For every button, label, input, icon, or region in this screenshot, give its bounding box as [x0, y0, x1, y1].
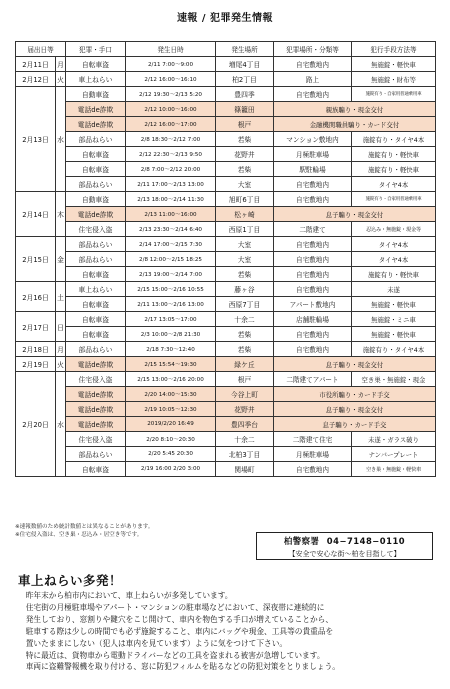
occurrence-datetime: 2/17 13:05〜17:00: [126, 312, 216, 327]
crime-place-class: 自宅敷地内: [274, 87, 352, 102]
table-row: [16, 162, 436, 177]
crime-method: 施錠有り・軽快車: [352, 147, 436, 162]
header-place-class: 犯罪場所・分類等: [274, 42, 352, 57]
crime-method: タイヤ4本: [352, 252, 436, 267]
table-row: [16, 432, 436, 447]
crime-type: 電話de詐欺: [66, 387, 126, 402]
occurrence-datetime: 2/20 14:00〜15:30: [126, 387, 216, 402]
crime-method: タイヤ4本: [352, 237, 436, 252]
occurrence-datetime: 2/18 7:30〜12:40: [126, 342, 216, 357]
crime-method: 息子騙り・現金交付: [274, 357, 436, 372]
crime-type: 部品ねらい: [66, 177, 126, 192]
crime-method: 空き巣・無施錠・軽快車: [352, 462, 436, 477]
occurrence-datetime: 2/20 8:10〜20:30: [126, 432, 216, 447]
occurrence-location: 大室: [216, 252, 274, 267]
report-date: 2月19日: [16, 357, 56, 372]
crime-type: 電話de詐欺: [66, 417, 126, 432]
bulletin-paragraph: 駐車する際は少しの時間でも必ず施錠すること、車内にバッグや現金、工具等の貴重品を: [25, 626, 334, 636]
crime-type: 車上ねらい: [66, 282, 126, 297]
occurrence-datetime: 2/11 13:00〜2/16 13:00: [126, 297, 216, 312]
header-datetime: 発生日時: [126, 42, 216, 57]
crime-method: ナンバープレート: [352, 447, 436, 462]
crime-type: 部品ねらい: [66, 342, 126, 357]
crime-place-class: アパート敷地内: [274, 297, 352, 312]
crime-type: 住宅侵入盗: [66, 222, 126, 237]
header-crime-type: 犯罪・手口: [66, 42, 126, 57]
occurrence-datetime: 2/15 15:00〜2/16 10:55: [126, 282, 216, 297]
report-date: 2月13日: [16, 87, 56, 192]
crime-place-class: 自宅敷地内: [274, 327, 352, 342]
occurrence-datetime: 2/13 19:00〜2/14 7:00: [126, 267, 216, 282]
occurrence-location: 大室: [216, 237, 274, 252]
report-date: 2月17日: [16, 312, 56, 342]
table-row: [16, 282, 436, 297]
occurrence-location: 大室: [216, 177, 274, 192]
table-row: [16, 132, 436, 147]
report-date: 2月20日: [16, 372, 56, 477]
occurrence-datetime: 2/12 16:00〜17:00: [126, 117, 216, 132]
report-weekday: 水: [56, 372, 66, 477]
crime-type: 自転車盗: [66, 147, 126, 162]
occurrence-location: 十余二: [216, 312, 274, 327]
header-location: 発生場所: [216, 42, 274, 57]
occurrence-datetime: 2/15 13:00〜2/16 20:00: [126, 372, 216, 387]
occurrence-location: 若柴: [216, 162, 274, 177]
occurrence-datetime: 2/19 10:05〜12:30: [126, 402, 216, 417]
crime-place-class: 自宅敷地内: [274, 237, 352, 252]
crime-place-class: 路上: [274, 72, 352, 87]
crime-type: 部品ねらい: [66, 447, 126, 462]
crime-place-class: 自宅敷地内: [274, 192, 352, 207]
crime-place-class: マンション敷地内: [274, 132, 352, 147]
table-row: [16, 117, 436, 132]
crime-method: 無施錠・軽快車: [352, 57, 436, 72]
crime-method: 無施錠・軽快車: [352, 297, 436, 312]
occurrence-datetime: 2/13 18:00〜2/14 11:30: [126, 192, 216, 207]
occurrence-location: 松ヶ崎: [216, 207, 274, 222]
table-row: [16, 327, 436, 342]
occurrence-location: 根戸: [216, 372, 274, 387]
bulletin-body: [18, 590, 436, 673]
crime-method: 施錠有り・自家用普通乗用車: [352, 192, 436, 207]
table-row: [16, 342, 436, 357]
table-row: [16, 87, 436, 102]
report-weekday: 月: [56, 342, 66, 357]
bulletin-paragraph: 住宅街の月極駐車場やアパート・マンションの駐車場などにおいて、深夜帯に連続的に: [25, 602, 325, 612]
occurrence-datetime: 2/3 10:00〜2/8 21:30: [126, 327, 216, 342]
table-row: [16, 267, 436, 282]
occurrence-datetime: 2/12 10:00〜16:00: [126, 102, 216, 117]
crime-type: 自転車盗: [66, 57, 126, 72]
table-row: [16, 402, 436, 417]
table-row: [16, 417, 436, 432]
crime-place-class: 二階建てアパート: [274, 372, 352, 387]
crime-type: 自転車盗: [66, 297, 126, 312]
crime-method: 息子騙り・カード手交: [274, 417, 436, 432]
report-weekday: 火: [56, 357, 66, 372]
occurrence-datetime: 2/14 17:00〜2/15 7:30: [126, 237, 216, 252]
crime-type: 部品ねらい: [66, 252, 126, 267]
report-date: 2月18日: [16, 342, 56, 357]
report-weekday: 日: [56, 312, 66, 342]
crime-method: 施錠有り・軽快車: [352, 162, 436, 177]
police-contact-box: [256, 532, 433, 560]
crime-method: 施錠有り・タイヤ4本: [352, 342, 436, 357]
crime-method: 施錠有り・タイヤ4本: [352, 132, 436, 147]
crime-place-class: 駅駐輪場: [274, 162, 352, 177]
occurrence-datetime: 2/15 15:54〜19:30: [126, 357, 216, 372]
crime-method: 未遂: [352, 282, 436, 297]
crime-type: 車上ねらい: [66, 72, 126, 87]
occurrence-datetime: 2/8 12:00〜2/15 18:25: [126, 252, 216, 267]
occurrence-location: 若柴: [216, 342, 274, 357]
occurrence-datetime: 2/11 17:00〜2/13 13:00: [126, 177, 216, 192]
crime-place-class: 自宅敷地内: [274, 342, 352, 357]
page-title: 速報 / 犯罪発生情報: [176, 13, 274, 24]
bulletin-paragraph: 車両に盗難警報機を取り付ける、窓に防犯フィルムを貼るなどの防犯対策をとりましょう。: [25, 662, 340, 672]
crime-place-class: 自宅敷地内: [274, 252, 352, 267]
occurrence-location: 若柴: [216, 267, 274, 282]
crime-place-class: 自宅敷地内: [274, 462, 352, 477]
table-row: [16, 252, 436, 267]
occurrence-datetime: 2/8 18:30〜2/12 7:00: [126, 132, 216, 147]
crime-place-class: 自宅敷地内: [274, 57, 352, 72]
bulletin-heading: 車上ねらい多発！: [18, 573, 123, 588]
occurrence-location: 柏2丁目: [216, 72, 274, 87]
occurrence-datetime: 2/12 22:30〜2/13 9:50: [126, 147, 216, 162]
occurrence-location: 豊四季: [216, 87, 274, 102]
crime-type: 自転車盗: [66, 162, 126, 177]
header-method: 犯行手段方法等: [352, 42, 436, 57]
table-row: [16, 222, 436, 237]
table-row: [16, 72, 436, 87]
table-row: [16, 312, 436, 327]
occurrence-location: 若柴: [216, 132, 274, 147]
crime-method: 親族騙り・現金交付: [274, 102, 436, 117]
crime-method: 金融機関職員騙り・カード交付: [274, 117, 436, 132]
table-row: [16, 387, 436, 402]
report-date: 2月14日: [16, 192, 56, 237]
crime-place-class: 自宅敷地内: [274, 177, 352, 192]
crime-method: 未遂・ガラス破り: [352, 432, 436, 447]
table-row: [16, 57, 436, 72]
occurrence-location: 花野井: [216, 402, 274, 417]
crime-type: 自転車盗: [66, 462, 126, 477]
table-row: [16, 237, 436, 252]
table-header-row: [16, 42, 436, 57]
occurrence-location: 根戸: [216, 117, 274, 132]
occurrence-location: 緑ケ丘: [216, 357, 274, 372]
crime-method: 施錠有り・自家用普通乗用車: [352, 87, 436, 102]
crime-type: 自転車盗: [66, 327, 126, 342]
crime-type: 住宅侵入盗: [66, 432, 126, 447]
occurrence-datetime: 2/13 11:00〜16:00: [126, 207, 216, 222]
occurrence-datetime: 2/19 16:00 2/20 3:00: [126, 462, 216, 477]
crime-type: 自転車盗: [66, 267, 126, 282]
occurrence-datetime: 2/8 7:00〜2/12 20:00: [126, 162, 216, 177]
footnote: ※住宅侵入盗は、空き巣・忍込み・居空き等です。: [15, 532, 143, 538]
header-report-date: 届出日等: [16, 42, 66, 57]
crime-type: 電話de詐欺: [66, 117, 126, 132]
crime-type: 住宅侵入盗: [66, 372, 126, 387]
occurrence-location: 増尾4丁目: [216, 57, 274, 72]
occurrence-location: 旭町6丁目: [216, 192, 274, 207]
crime-type: 電話de詐欺: [66, 357, 126, 372]
crime-method: 無施錠・ミニ車: [352, 312, 436, 327]
report-date: 2月12日: [16, 72, 56, 87]
table-row: [16, 147, 436, 162]
report-date: 2月15日: [16, 237, 56, 282]
table-row: [16, 297, 436, 312]
crime-type: 自転車盗: [66, 312, 126, 327]
crime-place-class: 二階建て: [274, 222, 352, 237]
bulletin-paragraph: 特に最近は、貨物車から電動ドライバーなどの工具を盗まれる被害が急増しています。: [25, 650, 325, 660]
report-date: 2月11日: [16, 57, 56, 72]
crime-method: 施錠有り・軽快車: [352, 267, 436, 282]
crime-place-class: 月極駐車場: [274, 147, 352, 162]
report-weekday: 火: [56, 72, 66, 87]
occurrence-location: 篠籠田: [216, 102, 274, 117]
crime-type: 電話de詐欺: [66, 102, 126, 117]
table-row: [16, 462, 436, 477]
table-row: [16, 192, 436, 207]
report-weekday: 土: [56, 282, 66, 312]
crime-type: 電話de詐欺: [66, 402, 126, 417]
occurrence-location: 北柏3丁目: [216, 447, 274, 462]
crime-type: 部品ねらい: [66, 132, 126, 147]
report-weekday: 月: [56, 57, 66, 72]
occurrence-datetime: 2/11 7:00〜9:00: [126, 57, 216, 72]
crime-place-class: 二階建て住宅: [274, 432, 352, 447]
table-row: [16, 207, 436, 222]
table-row: [16, 447, 436, 462]
occurrence-datetime: 2/13 23:30〜2/14 6:40: [126, 222, 216, 237]
occurrence-location: 花野井: [216, 147, 274, 162]
crime-place-class: 自宅敷地内: [274, 267, 352, 282]
table-row: [16, 102, 436, 117]
occurrence-location: 西原1丁目: [216, 222, 274, 237]
crime-place-class: 店舗駐輪場: [274, 312, 352, 327]
crime-place-class: 月極駐車場: [274, 447, 352, 462]
crime-place-class: 自宅敷地内: [274, 282, 352, 297]
police-slogan: 【安全で安心な街〜柏を目指して】: [288, 550, 401, 558]
police-phone: 04−7148−0110: [326, 536, 406, 546]
occurrence-location: 若柴: [216, 327, 274, 342]
table-row: [16, 372, 436, 387]
footnotes: [15, 523, 154, 539]
crime-method: 息子騙り・現金交付: [274, 402, 436, 417]
table-row: [16, 177, 436, 192]
report-weekday: 水: [56, 87, 66, 192]
crime-report-table: [15, 41, 436, 477]
report-weekday: 金: [56, 237, 66, 282]
crime-type: 自動車盗: [66, 87, 126, 102]
report-date: 2月16日: [16, 282, 56, 312]
crime-method: タイヤ4本: [352, 177, 436, 192]
crime-method: 無施錠・財布等: [352, 72, 436, 87]
crime-type: 電話de詐欺: [66, 207, 126, 222]
bulletin-paragraph: 昨年末から柏市内において、車上ねらいが多発しています。: [25, 591, 233, 600]
footnote: ※速報数値のため統計数値とは異なることがあります。: [15, 524, 154, 530]
crime-type: 自動車盗: [66, 192, 126, 207]
bulletin-paragraph: 発生しており、窓割りや鍵穴をこじ開けて、車内を物色する手口が増えていることから、: [25, 614, 334, 624]
report-weekday: 木: [56, 192, 66, 237]
occurrence-datetime: 2/12 19:30〜2/13 5:20: [126, 87, 216, 102]
crime-type: 部品ねらい: [66, 237, 126, 252]
crime-method: 息子騙り・現金交付: [274, 207, 436, 222]
occurrence-datetime: 2/20 5:45 20:30: [126, 447, 216, 462]
table-row: [16, 357, 436, 372]
crime-method: 無施錠・軽快車: [352, 327, 436, 342]
occurrence-location: 藤ヶ谷: [216, 282, 274, 297]
crime-method: 市役所騙り・カード手交: [274, 387, 436, 402]
occurrence-datetime: 2019/2/20 16:49: [126, 417, 216, 432]
occurrence-location: 今谷上町: [216, 387, 274, 402]
bulletin-paragraph: 置いたままにしない（犯人は車内を見ています）ように気をつけて下さい。: [25, 638, 288, 648]
occurrence-location: 十余二: [216, 432, 274, 447]
occurrence-location: 西原7丁目: [216, 297, 274, 312]
police-station-name: 柏警察署: [283, 536, 320, 546]
crime-method: 空き巣・無施錠・現金: [352, 372, 436, 387]
occurrence-location: 豊四季台: [216, 417, 274, 432]
occurrence-location: 関場町: [216, 462, 274, 477]
occurrence-datetime: 2/12 16:00〜16:10: [126, 72, 216, 87]
crime-method: 忍込み・無施錠・現金等: [352, 222, 436, 237]
